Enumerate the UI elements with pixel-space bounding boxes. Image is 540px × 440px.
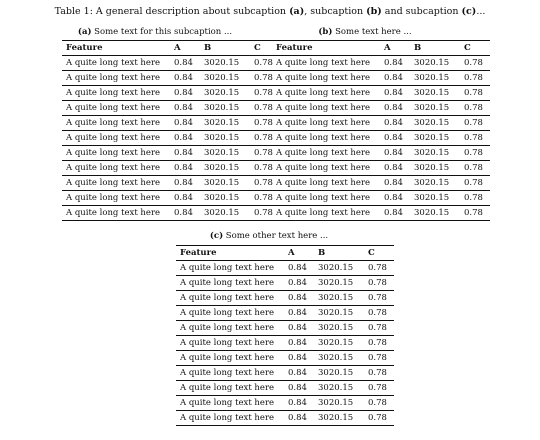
cell-c: 0.78 bbox=[250, 116, 280, 131]
cell-feature: A quite long text here bbox=[62, 56, 170, 71]
subcaption-a-label: (a) bbox=[77, 27, 92, 37]
table-row bbox=[176, 321, 394, 336]
cell-feature: A quite long text here bbox=[62, 116, 170, 131]
table-row bbox=[272, 191, 490, 206]
caption-prefix: Table 1: A general description about subcaption bbox=[54, 6, 290, 17]
cell-b: 3020.15 bbox=[200, 176, 250, 191]
cell-b: 3020.15 bbox=[314, 396, 364, 411]
cell-c: 0.78 bbox=[364, 396, 394, 411]
cell-feature: A quite long text here bbox=[272, 56, 380, 71]
cell-a: 0.84 bbox=[380, 191, 410, 206]
cell-feature: A quite long text here bbox=[62, 86, 170, 101]
cell-c: 0.78 bbox=[364, 306, 394, 321]
cell-b: 3020.15 bbox=[314, 306, 364, 321]
column-header-b: B bbox=[200, 41, 250, 56]
cell-b: 3020.15 bbox=[410, 71, 460, 86]
table-row bbox=[272, 116, 490, 131]
cell-c: 0.78 bbox=[460, 131, 490, 146]
table-a bbox=[62, 40, 280, 221]
cell-c: 0.78 bbox=[250, 161, 280, 176]
table-row bbox=[176, 261, 394, 276]
cell-b: 3020.15 bbox=[410, 56, 460, 71]
column-header-feature: Feature bbox=[176, 246, 284, 261]
cell-c: 0.78 bbox=[460, 101, 490, 116]
cell-b: 3020.15 bbox=[314, 276, 364, 291]
cell-a: 0.84 bbox=[170, 146, 200, 161]
table-row bbox=[272, 101, 490, 116]
cell-b: 3020.15 bbox=[200, 161, 250, 176]
cell-c: 0.78 bbox=[460, 71, 490, 86]
column-header-b: B bbox=[410, 41, 460, 56]
cell-c: 0.78 bbox=[364, 336, 394, 351]
cell-b: 3020.15 bbox=[200, 101, 250, 116]
table-row bbox=[62, 86, 280, 101]
cell-c: 0.78 bbox=[460, 116, 490, 131]
cell-feature: A quite long text here bbox=[62, 191, 170, 206]
cell-c: 0.78 bbox=[250, 206, 280, 221]
column-header-c: C bbox=[460, 41, 490, 56]
table-row bbox=[272, 56, 490, 71]
cell-a: 0.84 bbox=[380, 176, 410, 191]
cell-feature: A quite long text here bbox=[176, 336, 284, 351]
cell-c: 0.78 bbox=[364, 261, 394, 276]
cell-a: 0.84 bbox=[380, 161, 410, 176]
table-row bbox=[272, 206, 490, 221]
cell-feature: A quite long text here bbox=[62, 206, 170, 221]
cell-feature: A quite long text here bbox=[272, 191, 380, 206]
cell-c: 0.78 bbox=[250, 71, 280, 86]
cell-b: 3020.15 bbox=[410, 161, 460, 176]
caption-ref-a: (a) bbox=[289, 6, 305, 17]
cell-b: 3020.15 bbox=[200, 116, 250, 131]
cell-b: 3020.15 bbox=[200, 56, 250, 71]
table-row bbox=[62, 116, 280, 131]
table-header-row bbox=[176, 246, 394, 261]
subcaption-a bbox=[62, 27, 248, 38]
table-row bbox=[272, 86, 490, 101]
cell-c: 0.78 bbox=[364, 351, 394, 366]
cell-b: 3020.15 bbox=[200, 146, 250, 161]
cell-a: 0.84 bbox=[380, 56, 410, 71]
cell-a: 0.84 bbox=[284, 321, 314, 336]
cell-a: 0.84 bbox=[380, 101, 410, 116]
subcaption-a-text: Some text for this subcaption ... bbox=[91, 27, 233, 37]
cell-feature: A quite long text here bbox=[272, 131, 380, 146]
cell-c: 0.78 bbox=[364, 321, 394, 336]
table-b bbox=[272, 40, 490, 221]
cell-feature: A quite long text here bbox=[272, 86, 380, 101]
cell-feature: A quite long text here bbox=[176, 261, 284, 276]
cell-a: 0.84 bbox=[380, 131, 410, 146]
cell-a: 0.84 bbox=[380, 146, 410, 161]
cell-feature: A quite long text here bbox=[62, 161, 170, 176]
table-row bbox=[176, 336, 394, 351]
table-row bbox=[176, 366, 394, 381]
table-row bbox=[176, 396, 394, 411]
subcaption-c bbox=[176, 231, 362, 242]
caption-mid-1: , subcaption bbox=[304, 6, 367, 17]
column-header-feature: Feature bbox=[272, 41, 380, 56]
cell-a: 0.84 bbox=[284, 381, 314, 396]
cell-a: 0.84 bbox=[170, 161, 200, 176]
subcaption-b bbox=[272, 27, 458, 38]
subcaption-b-text: Some text here ... bbox=[332, 27, 412, 37]
column-header-a: A bbox=[380, 41, 410, 56]
cell-a: 0.84 bbox=[284, 411, 314, 426]
cell-c: 0.78 bbox=[364, 276, 394, 291]
table-c bbox=[176, 245, 394, 426]
cell-b: 3020.15 bbox=[314, 351, 364, 366]
cell-b: 3020.15 bbox=[314, 381, 364, 396]
table-row bbox=[272, 176, 490, 191]
column-header-a: A bbox=[284, 246, 314, 261]
cell-feature: A quite long text here bbox=[62, 146, 170, 161]
column-header-c: C bbox=[364, 246, 394, 261]
table-row bbox=[176, 411, 394, 426]
cell-c: 0.78 bbox=[460, 206, 490, 221]
cell-c: 0.78 bbox=[250, 56, 280, 71]
caption-ref-c: (c) bbox=[461, 6, 477, 17]
table-header-row bbox=[62, 41, 280, 56]
cell-c: 0.78 bbox=[364, 411, 394, 426]
cell-a: 0.84 bbox=[170, 116, 200, 131]
table-row bbox=[62, 176, 280, 191]
table-row bbox=[272, 131, 490, 146]
cell-a: 0.84 bbox=[170, 86, 200, 101]
cell-c: 0.78 bbox=[250, 131, 280, 146]
cell-a: 0.84 bbox=[284, 291, 314, 306]
cell-b: 3020.15 bbox=[314, 411, 364, 426]
cell-feature: A quite long text here bbox=[176, 291, 284, 306]
cell-feature: A quite long text here bbox=[176, 381, 284, 396]
cell-a: 0.84 bbox=[170, 206, 200, 221]
cell-feature: A quite long text here bbox=[62, 71, 170, 86]
table-row bbox=[272, 161, 490, 176]
cell-b: 3020.15 bbox=[314, 291, 364, 306]
cell-b: 3020.15 bbox=[410, 131, 460, 146]
cell-b: 3020.15 bbox=[314, 336, 364, 351]
caption-mid-2: and subcaption bbox=[381, 6, 462, 17]
table-row bbox=[176, 306, 394, 321]
cell-feature: A quite long text here bbox=[62, 176, 170, 191]
subcaption-c-text: Some other text here ... bbox=[223, 231, 329, 241]
cell-b: 3020.15 bbox=[410, 191, 460, 206]
cell-feature: A quite long text here bbox=[176, 411, 284, 426]
cell-c: 0.78 bbox=[250, 191, 280, 206]
cell-a: 0.84 bbox=[380, 116, 410, 131]
cell-c: 0.78 bbox=[364, 291, 394, 306]
cell-c: 0.78 bbox=[460, 161, 490, 176]
cell-b: 3020.15 bbox=[410, 86, 460, 101]
cell-b: 3020.15 bbox=[410, 206, 460, 221]
caption-suffix: ... bbox=[476, 6, 486, 17]
column-header-feature: Feature bbox=[62, 41, 170, 56]
cell-a: 0.84 bbox=[170, 56, 200, 71]
cell-c: 0.78 bbox=[364, 366, 394, 381]
cell-c: 0.78 bbox=[250, 176, 280, 191]
cell-a: 0.84 bbox=[170, 176, 200, 191]
cell-c: 0.78 bbox=[460, 146, 490, 161]
cell-a: 0.84 bbox=[284, 306, 314, 321]
cell-b: 3020.15 bbox=[410, 116, 460, 131]
subcaption-c-label: (c) bbox=[209, 231, 224, 241]
cell-c: 0.78 bbox=[460, 176, 490, 191]
table-row bbox=[176, 291, 394, 306]
cell-a: 0.84 bbox=[170, 131, 200, 146]
table-row bbox=[62, 101, 280, 116]
cell-a: 0.84 bbox=[380, 206, 410, 221]
column-header-c: C bbox=[250, 41, 280, 56]
table-row bbox=[176, 351, 394, 366]
cell-b: 3020.15 bbox=[410, 101, 460, 116]
column-header-a: A bbox=[170, 41, 200, 56]
cell-a: 0.84 bbox=[284, 261, 314, 276]
cell-a: 0.84 bbox=[284, 276, 314, 291]
cell-a: 0.84 bbox=[380, 86, 410, 101]
table-row bbox=[62, 131, 280, 146]
caption-ref-b: (b) bbox=[366, 6, 382, 17]
cell-feature: A quite long text here bbox=[176, 366, 284, 381]
cell-a: 0.84 bbox=[284, 336, 314, 351]
cell-feature: A quite long text here bbox=[176, 351, 284, 366]
cell-b: 3020.15 bbox=[314, 321, 364, 336]
cell-b: 3020.15 bbox=[200, 206, 250, 221]
table-row bbox=[62, 56, 280, 71]
table-row bbox=[272, 71, 490, 86]
table-row bbox=[62, 71, 280, 86]
cell-b: 3020.15 bbox=[314, 261, 364, 276]
cell-b: 3020.15 bbox=[200, 71, 250, 86]
cell-a: 0.84 bbox=[284, 366, 314, 381]
subcaption-b-label: (b) bbox=[318, 27, 333, 37]
cell-feature: A quite long text here bbox=[272, 116, 380, 131]
cell-a: 0.84 bbox=[284, 351, 314, 366]
cell-a: 0.84 bbox=[380, 71, 410, 86]
table-header-row bbox=[272, 41, 490, 56]
cell-feature: A quite long text here bbox=[176, 306, 284, 321]
cell-b: 3020.15 bbox=[200, 86, 250, 101]
cell-feature: A quite long text here bbox=[272, 101, 380, 116]
table-caption bbox=[0, 6, 540, 18]
table-row bbox=[62, 191, 280, 206]
table-row bbox=[62, 161, 280, 176]
cell-feature: A quite long text here bbox=[176, 276, 284, 291]
table-row bbox=[62, 146, 280, 161]
cell-a: 0.84 bbox=[284, 396, 314, 411]
table-row bbox=[272, 146, 490, 161]
column-header-b: B bbox=[314, 246, 364, 261]
cell-c: 0.78 bbox=[460, 86, 490, 101]
cell-b: 3020.15 bbox=[200, 131, 250, 146]
cell-c: 0.78 bbox=[460, 56, 490, 71]
cell-a: 0.84 bbox=[170, 191, 200, 206]
cell-feature: A quite long text here bbox=[176, 396, 284, 411]
cell-c: 0.78 bbox=[364, 381, 394, 396]
cell-c: 0.78 bbox=[250, 86, 280, 101]
cell-b: 3020.15 bbox=[314, 366, 364, 381]
cell-b: 3020.15 bbox=[200, 191, 250, 206]
table-row bbox=[62, 206, 280, 221]
cell-c: 0.78 bbox=[460, 191, 490, 206]
table-row bbox=[176, 276, 394, 291]
cell-b: 3020.15 bbox=[410, 176, 460, 191]
table-row bbox=[176, 381, 394, 396]
cell-feature: A quite long text here bbox=[272, 206, 380, 221]
cell-feature: A quite long text here bbox=[272, 176, 380, 191]
cell-feature: A quite long text here bbox=[272, 146, 380, 161]
cell-a: 0.84 bbox=[170, 71, 200, 86]
cell-feature: A quite long text here bbox=[272, 71, 380, 86]
cell-feature: A quite long text here bbox=[62, 131, 170, 146]
cell-feature: A quite long text here bbox=[176, 321, 284, 336]
cell-a: 0.84 bbox=[170, 101, 200, 116]
cell-b: 3020.15 bbox=[410, 146, 460, 161]
cell-c: 0.78 bbox=[250, 101, 280, 116]
cell-c: 0.78 bbox=[250, 146, 280, 161]
cell-feature: A quite long text here bbox=[272, 161, 380, 176]
cell-feature: A quite long text here bbox=[62, 101, 170, 116]
